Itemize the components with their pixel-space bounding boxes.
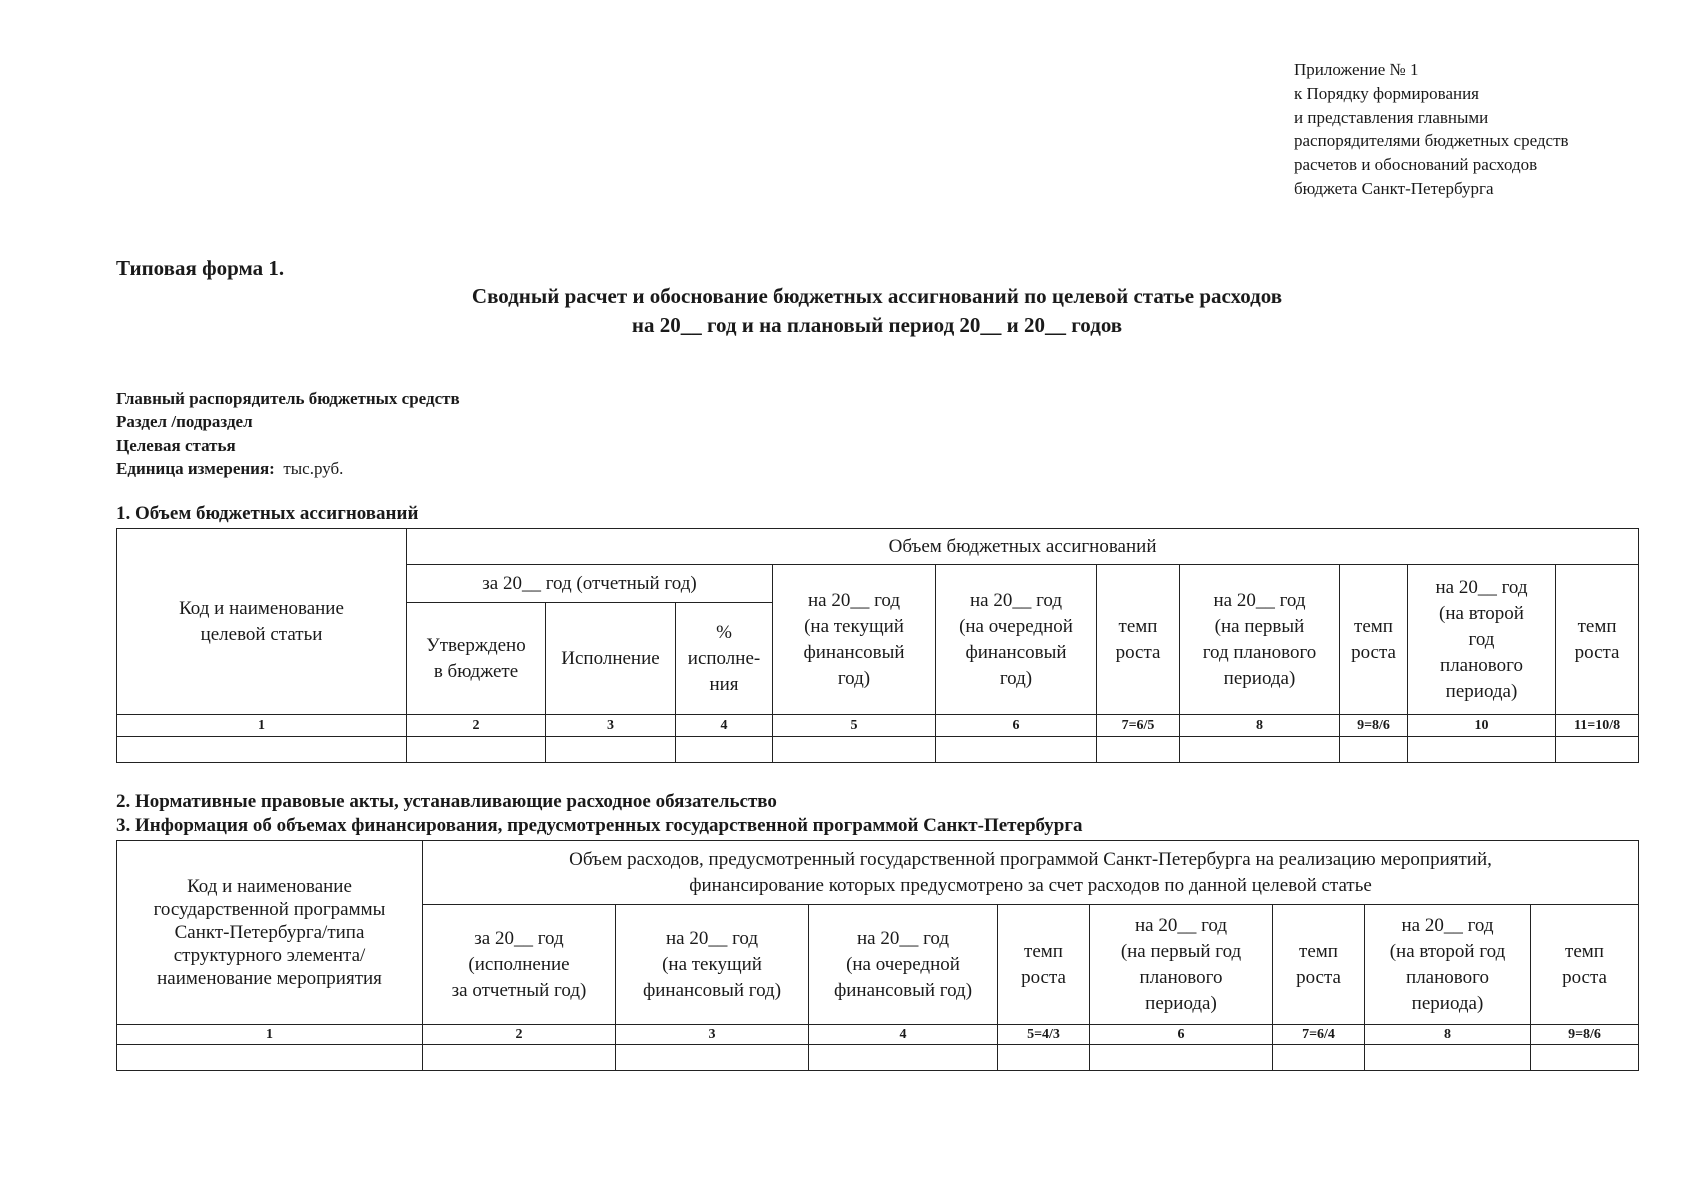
- table-cell[interactable]: [773, 737, 936, 763]
- table-cell[interactable]: [1180, 737, 1340, 763]
- section2-heading: 2. Нормативные правовые акты, устанавливающие расходное обязательство: [116, 791, 777, 812]
- column-number: 2: [407, 715, 546, 737]
- column-number: 8: [1180, 715, 1340, 737]
- program-financing-table: [116, 840, 1639, 1071]
- header-next: на 20__ год (на очередной финансовый год): [809, 905, 998, 1025]
- table-cell[interactable]: [1556, 737, 1639, 763]
- table-cell[interactable]: [809, 1045, 998, 1071]
- header-fields: [116, 387, 460, 480]
- column-number: 3: [616, 1025, 809, 1045]
- header-plan-2: на 20__ год (на второй год планового периода): [1365, 905, 1531, 1025]
- table-cell[interactable]: [1273, 1045, 1365, 1071]
- header-current-year: на 20__ год (на текущий финансовый год): [773, 565, 936, 715]
- header-growth-1: темп роста: [1097, 565, 1180, 715]
- table-cell[interactable]: [1531, 1045, 1639, 1071]
- header-growth-2: темп роста: [1340, 565, 1408, 715]
- column-number: 6: [936, 715, 1097, 737]
- appendix-line: к Порядку формирования: [1294, 83, 1479, 103]
- document-title-period: на 20__ год и на плановый период 20__ и 20__ годов: [631, 313, 1123, 337]
- table-cell[interactable]: [676, 737, 773, 763]
- table-cell[interactable]: [1097, 737, 1180, 763]
- appropriations-table: [116, 528, 1639, 763]
- column-number: 2: [423, 1025, 616, 1045]
- column-numbers-row: [117, 715, 1639, 737]
- header-growth-3: темп роста: [1556, 565, 1639, 715]
- field-unit: [116, 457, 460, 480]
- table-cell[interactable]: [1340, 737, 1408, 763]
- column-number: 10: [1408, 715, 1556, 737]
- header-plan-year-2: на 20__ год (на второй год планового периода): [1408, 565, 1556, 715]
- appendix-line: бюджета Санкт-Петербурга: [1294, 178, 1494, 198]
- table-cell[interactable]: [1365, 1045, 1531, 1071]
- form-label: Типовая форма 1.: [116, 256, 285, 280]
- column-number: 7=6/5: [1097, 715, 1180, 737]
- appendix-line: Приложение № 1: [1294, 60, 1419, 79]
- header-execution: Исполнение: [546, 603, 676, 715]
- header-growth-1: темп роста: [998, 905, 1090, 1025]
- table-cell[interactable]: [117, 737, 407, 763]
- appendix-line: расчетов и обоснований расходов: [1294, 155, 1538, 175]
- table-cell[interactable]: [936, 737, 1097, 763]
- table-cell[interactable]: [423, 1045, 616, 1071]
- column-number: 7=6/4: [1273, 1025, 1365, 1045]
- field-main-manager: Главный распорядитель бюджетных средств: [116, 389, 460, 408]
- header-plan-1: на 20__ год (на первый год планового периода): [1090, 905, 1273, 1025]
- appendix-line: распорядителями бюджетных средств: [1294, 131, 1569, 151]
- column-number: 11=10/8: [1556, 715, 1639, 737]
- appendix-note: [1294, 58, 1569, 201]
- column-number: 1: [117, 1025, 423, 1045]
- table-cell[interactable]: [998, 1045, 1090, 1071]
- header-group-program-expenses: Объем расходов, предусмотренный государственной программой Санкт-Петербурга на реализацию мероприятий, финансирование которых предусмотрено за счет расходов по данной целевой статье: [423, 841, 1639, 905]
- column-number: 9=8/6: [1531, 1025, 1639, 1045]
- column-number: 1: [117, 715, 407, 737]
- header-growth-2: темп роста: [1273, 905, 1365, 1025]
- table-cell[interactable]: [616, 1045, 809, 1071]
- header-approved: Утверждено в бюджете: [407, 603, 546, 715]
- header-code-name: Код и наименование целевой статьи: [117, 529, 407, 715]
- table-row: [117, 737, 1639, 763]
- section3-heading: 3. Информация об объемах финансирования, предусмотренных государственной программой Санкт-Петербурга: [116, 815, 1083, 836]
- header-program-code-name: Код и наименование государственной программы Санкт-Петербурга/типа структурного элемента/ наименование мероприятия: [117, 841, 423, 1025]
- header-reporting: за 20__ год (исполнение за отчетный год): [423, 905, 616, 1025]
- column-number: 3: [546, 715, 676, 737]
- table-cell[interactable]: [117, 1045, 423, 1071]
- header-plan-year-1: на 20__ год (на первый год планового периода): [1180, 565, 1340, 715]
- unit-value: тыс.руб.: [283, 458, 344, 478]
- column-number: 4: [676, 715, 773, 737]
- column-number: 9=8/6: [1340, 715, 1408, 737]
- column-number: 8: [1365, 1025, 1531, 1045]
- appendix-line: и представления главными: [1294, 107, 1489, 127]
- table-cell[interactable]: [1090, 1045, 1273, 1071]
- table-cell[interactable]: [546, 737, 676, 763]
- header-reporting-year: за 20__ год (отчетный год): [407, 565, 773, 603]
- header-next-year: на 20__ год (на очередной финансовый год): [936, 565, 1097, 715]
- column-number: 5: [773, 715, 936, 737]
- document-title: Сводный расчет и обоснование бюджетных ассигнований по целевой статье расходов: [471, 284, 1283, 308]
- column-number: 4: [809, 1025, 998, 1045]
- column-numbers-row: [117, 1025, 1639, 1045]
- field-target-article: Целевая статья: [116, 435, 236, 455]
- header-percent-execution: % исполне- ния: [676, 603, 773, 715]
- header-group-appropriations: Объем бюджетных ассигнований: [407, 529, 1639, 565]
- column-number: 6: [1090, 1025, 1273, 1045]
- table-cell[interactable]: [407, 737, 546, 763]
- unit-label: Единица измерения:: [116, 458, 275, 478]
- table-cell[interactable]: [1408, 737, 1556, 763]
- field-section: Раздел /подраздел: [116, 412, 253, 432]
- section1-heading: 1. Объем бюджетных ассигнований: [116, 503, 419, 524]
- header-current: на 20__ год (на текущий финансовый год): [616, 905, 809, 1025]
- table-row: [117, 1045, 1639, 1071]
- column-number: 5=4/3: [998, 1025, 1090, 1045]
- header-growth-3: темп роста: [1531, 905, 1639, 1025]
